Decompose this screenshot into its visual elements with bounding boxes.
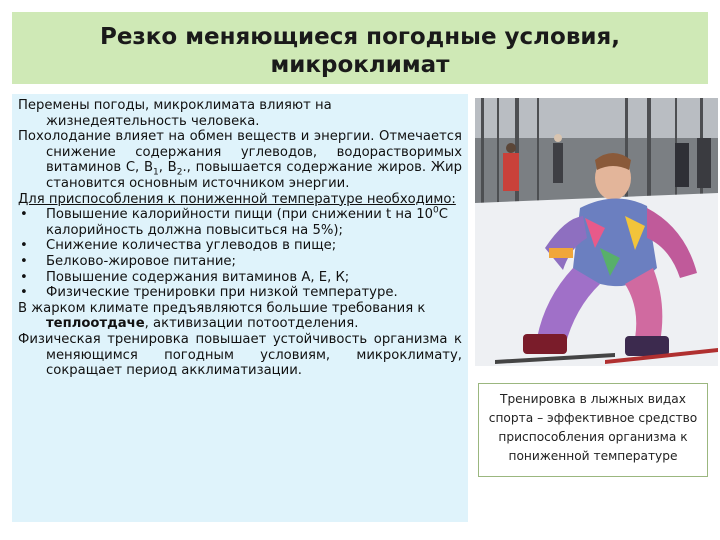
hot-climate-text-b: , активизации потоотделения.	[144, 316, 359, 332]
body-text	[18, 98, 462, 379]
subscript-2: 2	[176, 168, 183, 179]
slide-title	[12, 23, 708, 79]
skier-illustration	[475, 98, 718, 366]
cooling-text-a: Похолодание влияет на обмен веществ и энергии. Отмечается снижение содержания углеводов, водорастворимых витаминов С, В	[18, 129, 462, 176]
bullet-text: Физические тренировки при низкой температуре.	[46, 285, 398, 301]
list-item	[18, 254, 462, 270]
paragraph-hot-climate	[18, 301, 462, 332]
text-panel	[12, 94, 468, 522]
paragraph-training: Физическая тренировка повышает устойчивость организма к меняющимся погодным условиям, микроклимату, сокращает период акклиматизации.	[18, 331, 462, 379]
caption-box	[478, 383, 708, 477]
list-item	[18, 238, 462, 254]
bullet-icon: •	[20, 207, 28, 223]
title-line-2: микроклимат	[270, 52, 450, 78]
cooling-text-b: , В	[158, 160, 177, 176]
bullet-icon: •	[20, 253, 28, 269]
list-item	[18, 270, 462, 286]
hot-climate-text-a: В жарком климате предъявляются большие требования к	[18, 300, 426, 316]
bullet-icon: •	[20, 238, 28, 254]
bullet-text-end: С калорийность должна повыситься на 5%);	[46, 207, 448, 238]
list-item	[18, 285, 462, 301]
bullet-icon: •	[20, 269, 28, 285]
bullet-text: Белково-жировое питание;	[46, 253, 236, 269]
bullet-text: Повышение калорийности пищи (при снижении t на 10	[46, 207, 433, 223]
superscript-degree: 0	[433, 205, 439, 216]
bullet-icon: •	[20, 285, 28, 301]
subscript-1: 1	[153, 168, 159, 179]
hot-climate-bold: теплоотдаче	[46, 316, 145, 332]
bullet-text: Снижение количества углеводов в пище;	[46, 238, 337, 254]
bullet-text: Повышение содержания витаминов А, Е, К;	[46, 269, 350, 285]
title-line-1: Резко меняющиеся погодные условия,	[99, 24, 621, 50]
title-banner	[12, 12, 708, 84]
skier-photo	[475, 98, 718, 366]
adaptation-heading	[18, 192, 462, 208]
paragraph-cooling	[18, 129, 462, 191]
photo-caption: Тренировка в лыжных видах спорта – эффективное средство приспособления организма к пониженной температуре	[488, 392, 698, 463]
cooling-text-c: ., повышается содержание жиров. Жир становится основным источником энергии.	[46, 160, 462, 191]
list-item	[18, 207, 462, 238]
adaptation-heading-text: Для приспособления к пониженной температуре необходимо:	[18, 191, 456, 207]
paragraph-weather-changes: Перемены погоды, микроклимата влияют на жизнедеятельность человека.	[18, 98, 332, 129]
